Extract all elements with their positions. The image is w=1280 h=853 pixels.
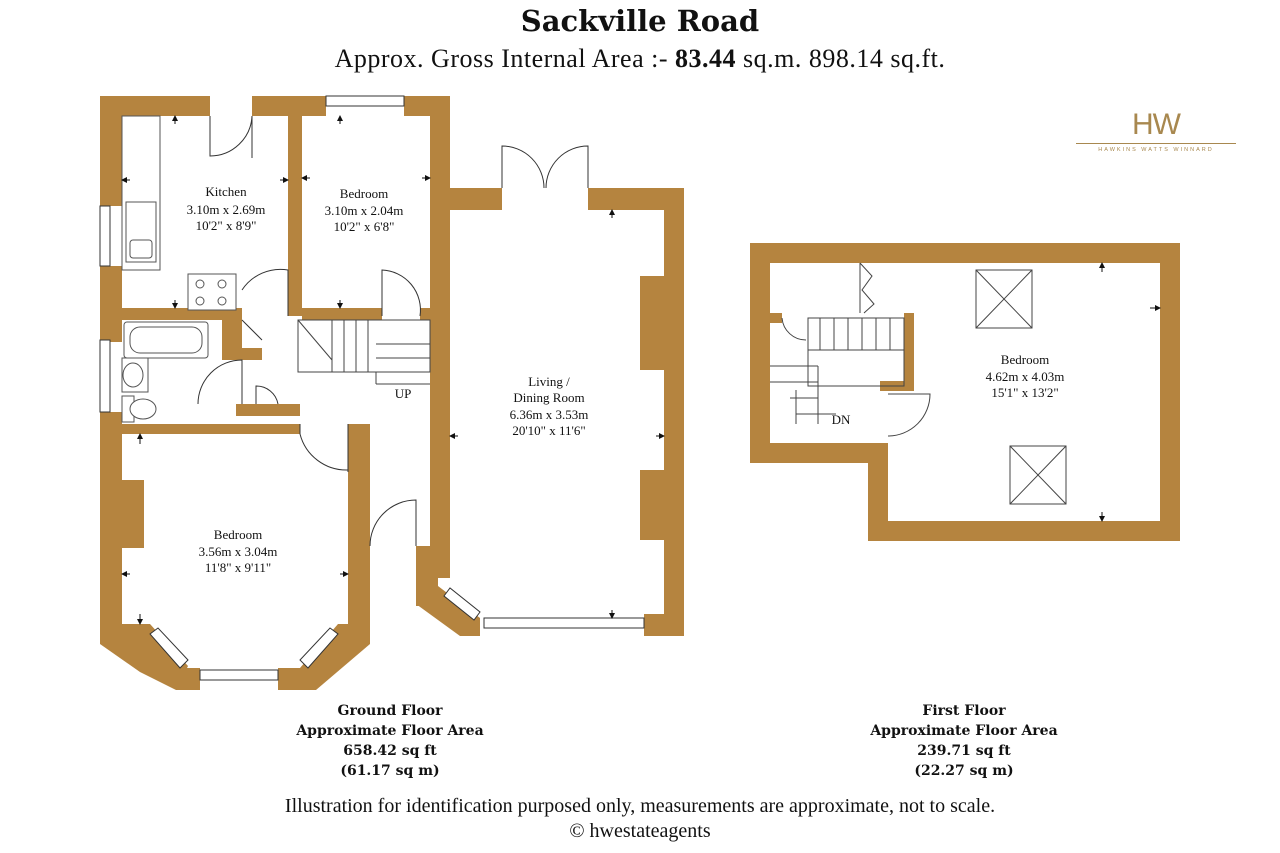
stairs-up-label: UP [394, 386, 412, 401]
first-floor-sqft: 239.71 sq ft [917, 743, 1011, 759]
first-floor-name: First Floor [922, 703, 1006, 719]
kitchen-name: Kitchen [205, 184, 247, 199]
living-metric: 6.36m x 3.53m [509, 407, 589, 422]
first-floor-summary [844, 701, 1084, 781]
living-imperial: 20'10" x 11'6" [512, 423, 586, 438]
bedroom-front-metric: 3.10m x 2.04m [324, 203, 404, 218]
plan-title: Sackville Road [520, 4, 760, 38]
living-name-2: Dining Room [513, 390, 585, 405]
logo-tagline: HAWKINS WATTS WINNARD [1098, 147, 1214, 153]
living-name-1: Living / [528, 374, 570, 389]
bedroom-loft-name: Bedroom [1000, 352, 1050, 367]
gross-area-suffix: sq.m. 898.14 sq.ft. [743, 44, 946, 73]
first-floor-label: Approximate Floor Area [870, 723, 1058, 739]
logo-mark: HW [1132, 108, 1180, 141]
disclaimer: Illustration for identification purposed only, measurements are approximate, not to scale. [284, 795, 996, 817]
ground-floor-summary [270, 701, 510, 781]
ground-floor-name: Ground Floor [337, 703, 443, 719]
bedroom-loft-metric: 4.62m x 4.03m [985, 369, 1065, 384]
door-swings [195, 116, 588, 546]
kitchen-metric: 3.10m x 2.69m [186, 202, 266, 217]
bedroom-front-name: Bedroom [339, 186, 389, 201]
gross-area-sqm: 83.44 [675, 44, 737, 73]
room-labels [187, 184, 1065, 575]
gross-area-prefix: Approx. Gross Internal Area :- [334, 44, 669, 73]
ground-floor-sqm: (61.17 sq m) [340, 763, 440, 779]
ground-floor-label: Approximate Floor Area [296, 723, 484, 739]
bedroom-bay-imperial: 11'8" x 9'11" [204, 560, 272, 575]
copyright: © hwestateagents [569, 820, 711, 842]
bedroom-loft-imperial: 15'1" x 13'2" [991, 385, 1059, 400]
stairs-down-label: DN [831, 412, 851, 427]
bedroom-bay-metric: 3.56m x 3.04m [198, 544, 278, 559]
bedroom-bay-name: Bedroom [213, 527, 263, 542]
kitchen-imperial: 10'2" x 8'9" [195, 218, 257, 233]
first-floor-sqm: (22.27 sq m) [914, 763, 1014, 779]
ground-floor-sqft: 658.42 sq ft [343, 743, 437, 759]
stairs-ground [298, 320, 430, 384]
ground-floor-walls [100, 96, 684, 690]
bedroom-front-imperial: 10'2" x 6'8" [333, 219, 395, 234]
bathroom-fixtures [122, 322, 208, 422]
first-floor-walls [750, 243, 1180, 541]
